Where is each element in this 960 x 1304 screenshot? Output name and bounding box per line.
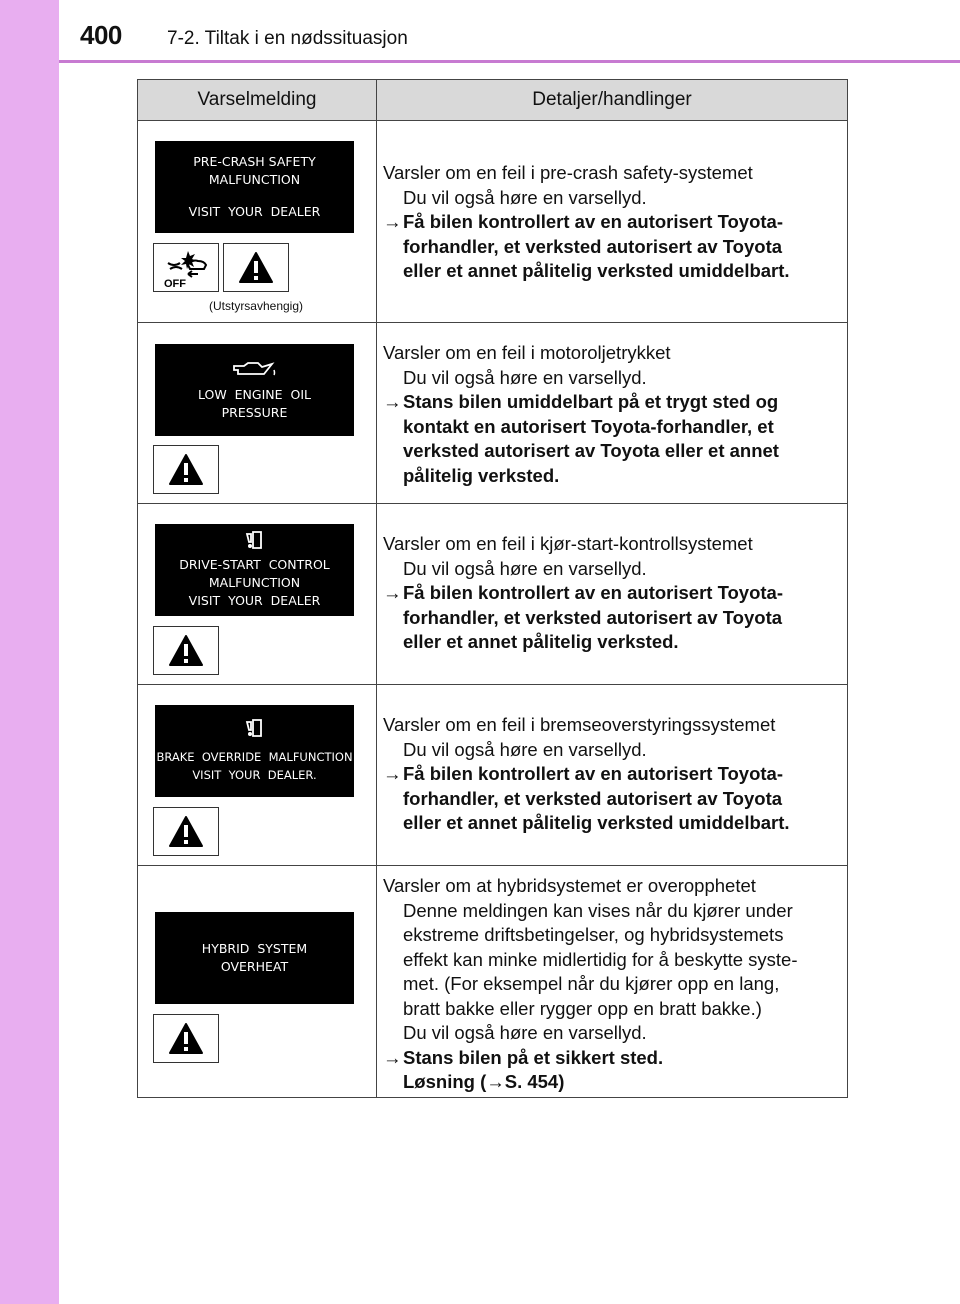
details-cell	[377, 685, 848, 866]
pcs-off-icon	[158, 247, 214, 289]
arrow-icon: →	[486, 1071, 505, 1092]
table-row	[138, 685, 848, 866]
display-text-line: MALFUNCTION	[208, 172, 301, 187]
message-display-cell	[138, 121, 377, 323]
master-warning-box	[223, 243, 289, 292]
warning-triangle-icon	[168, 1022, 204, 1056]
display-text-line: PRE-CRASH SAFETY	[193, 154, 316, 169]
details-cell	[377, 323, 848, 504]
page-reference-line: Løsning (→S. 454)	[403, 1071, 565, 1092]
display-screen	[155, 524, 354, 616]
action-line: →Få bilen kontrollert av en autorisert Toyota-	[383, 762, 837, 787]
display-text-line: BRAKE OVERRIDE MALFUNCTION	[156, 750, 353, 764]
message-title: Varsler om en feil i motoroljetrykket	[383, 342, 671, 363]
header-divider	[59, 60, 960, 63]
action-line: forhandler, et verksted autorisert av Toyota	[403, 606, 783, 628]
column-header-message: Varselmelding	[138, 80, 377, 121]
action-line: forhandler, et verksted autorisert av Toyota	[403, 787, 783, 809]
side-tab-strip	[0, 0, 59, 1304]
page-number: 400	[80, 20, 122, 50]
message-detail: ekstreme driftsbetingelser, og hybridsystemets	[403, 924, 784, 945]
display-text-line: VISIT YOUR DEALER	[188, 593, 321, 608]
action-line: →Få bilen kontrollert av en autorisert Toyota-	[383, 210, 837, 235]
display-text-line: HYBRID SYSTEM	[201, 941, 308, 956]
action-line: pålitelig verksted.	[403, 464, 560, 486]
message-detail: Denne meldingen kan vises når du kjører under	[403, 899, 793, 921]
display-text-line: PRESSURE	[221, 405, 288, 420]
action-line: forhandler, et verksted autorisert av Toyota	[403, 235, 783, 257]
drive-start-control-icon	[244, 530, 266, 552]
brake-override-icon	[244, 718, 266, 740]
column-header-details: Detaljer/handlinger	[377, 80, 848, 121]
table-row	[138, 504, 848, 685]
warning-triangle-icon	[168, 453, 204, 487]
message-display-cell	[138, 685, 377, 866]
arrow-icon: →	[383, 1046, 402, 1068]
master-warning-box	[153, 626, 219, 675]
display-text-line: MALFUNCTION	[208, 575, 301, 590]
message-detail: Du vil også høre en varsellyd.	[403, 557, 647, 579]
action-line: eller et annet pålitelig verksted.	[403, 631, 679, 652]
message-title: Varsler om at hybridsystemet er overopphetet	[383, 875, 756, 896]
message-display-cell	[138, 323, 377, 504]
table-row	[138, 866, 848, 1098]
warning-triangle-icon	[238, 251, 274, 285]
action-line: kontakt en autorisert Toyota-forhandler, et	[403, 415, 774, 437]
display-text-line: DRIVE-START CONTROL	[179, 557, 330, 572]
arrow-icon: →	[383, 763, 402, 784]
message-detail: effekt kan minke midlertidig for å beskytte syste-	[403, 948, 798, 970]
master-warning-box	[153, 445, 219, 494]
message-detail: Du vil også høre en varsellyd.	[403, 738, 647, 760]
details-cell	[377, 504, 848, 685]
action-line: eller et annet pålitelig verksted umiddelbart.	[403, 260, 790, 281]
oil-can-icon	[230, 358, 280, 380]
pcs-off-indicator-box	[153, 243, 219, 292]
message-detail: Du vil også høre en varsellyd.	[403, 186, 647, 208]
table-header-row	[138, 80, 848, 121]
arrow-icon: →	[383, 582, 402, 603]
table-row	[138, 323, 848, 504]
action-line: →Stans bilen på et sikkert sted.	[383, 1046, 837, 1071]
display-text-line: OVERHEAT	[220, 959, 289, 974]
action-line: eller et annet pålitelig verksted umiddelbart.	[403, 812, 790, 833]
display-screen	[155, 705, 354, 797]
display-text-line: VISIT YOUR DEALER	[188, 204, 321, 219]
section-title: 7-2. Tiltak i en nødssituasjon	[167, 28, 408, 49]
message-detail: Du vil også høre en varsellyd.	[403, 1022, 647, 1043]
message-detail: bratt bakke eller rygger opp en bratt bakke.)	[403, 997, 762, 1019]
equipment-note: (Utstyrsavhengig)	[208, 299, 304, 313]
message-display-cell	[138, 504, 377, 685]
table-row	[138, 121, 848, 323]
message-detail: Du vil også høre en varsellyd.	[403, 366, 647, 388]
master-warning-box	[153, 807, 219, 856]
warning-message-table	[137, 79, 848, 1098]
message-title: Varsler om en feil i bremseoverstyringssystemet	[383, 714, 776, 735]
details-cell	[377, 866, 848, 1098]
arrow-icon: →	[383, 211, 402, 232]
display-text-line: VISIT YOUR DEALER.	[192, 768, 317, 782]
display-screen	[155, 344, 354, 436]
display-screen	[155, 141, 354, 233]
display-screen	[155, 912, 354, 1004]
message-title: Varsler om en feil i kjør-start-kontrollsystemet	[383, 533, 753, 554]
svg-text:OFF: OFF	[164, 277, 186, 289]
action-line: →Stans bilen umiddelbart på et trygt sted og	[383, 390, 837, 415]
master-warning-box	[153, 1014, 219, 1063]
message-title: Varsler om en feil i pre-crash safety-systemet	[383, 162, 753, 183]
display-text-line: LOW ENGINE OIL	[198, 387, 311, 402]
warning-triangle-icon	[168, 815, 204, 849]
arrow-icon: →	[383, 391, 402, 412]
action-line: verksted autorisert av Toyota eller et annet	[403, 440, 779, 461]
warning-triangle-icon	[168, 634, 204, 668]
message-detail: met. (For eksempel når du kjører opp en lang,	[403, 973, 780, 994]
message-display-cell	[138, 866, 377, 1098]
action-line: →Få bilen kontrollert av en autorisert Toyota-	[383, 581, 837, 606]
details-cell	[377, 121, 848, 323]
